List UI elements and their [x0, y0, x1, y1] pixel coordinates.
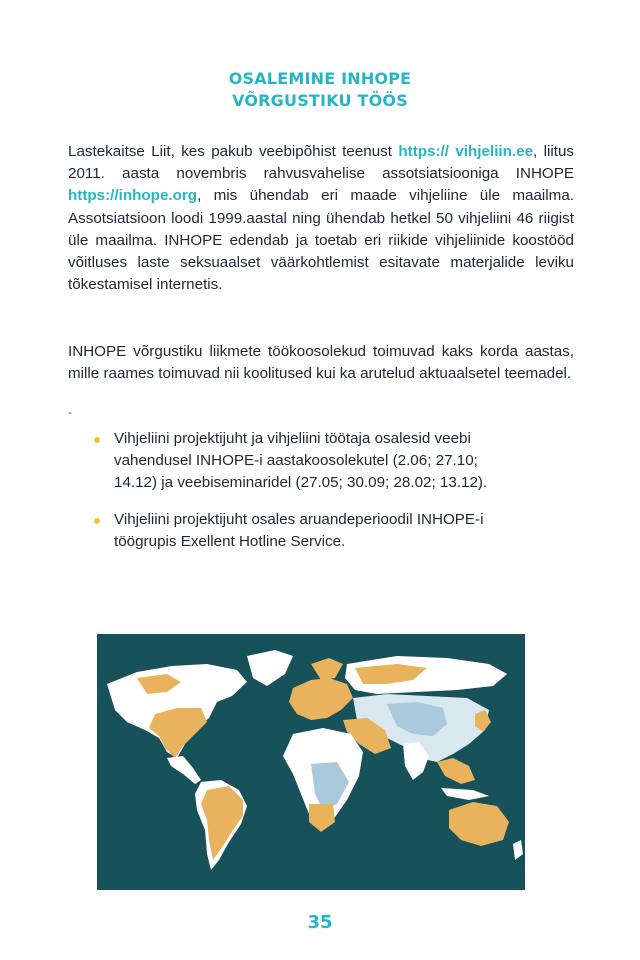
meetings-paragraph: INHOPE võrgustiku liikmete töökoosolekud toimuvad kaks korda aastas, mille raames toimuvad nii koolitused kui ka arutelud aktuaalsetel teemadel. [68, 343, 574, 383]
stray-mark: - [68, 405, 72, 419]
world-map-graphic [97, 634, 525, 890]
intro-text-a: Lastekaitse Liit, kes pakub veebipõhist teenust [68, 143, 399, 160]
list-item-text: Vihjeliini projektijuht ja vihjeliini töötaja osalesid veebi vahendusel INHOPE-i aastakoosolekutel (2.06; 27.10; 14.12) ja veebiseminaridel (27.05; 30.09; 28.02; 13.12). [114, 430, 488, 492]
vihjeliin-link[interactable]: https:// vihjeliin.ee [398, 143, 534, 160]
title-line-1: OSALEMINE INHOPE [228, 69, 412, 88]
bullet-dot-icon [94, 437, 100, 443]
activity-list [92, 428, 512, 567]
world-map [97, 634, 525, 890]
list-item [92, 509, 512, 553]
page-number: 35 [307, 912, 333, 933]
southeast-asia-member [437, 758, 475, 784]
intro-text-b: , liitus 2011. aasta novembris rahvusvahelise assotsiatsiooniga INHOPE [68, 143, 575, 183]
europe [289, 678, 353, 720]
north-america-member [149, 708, 207, 758]
greenland [247, 650, 293, 686]
list-item-text: Vihjeliini projektijuht osales aruandeperioodil INHOPE-i töögrupis Exellent Hotline Service. [114, 510, 484, 550]
central-america [167, 756, 201, 784]
scandinavia [311, 658, 343, 680]
bullet-dot-icon [94, 518, 100, 524]
list-item [92, 428, 512, 495]
australia [449, 802, 509, 846]
indonesia [441, 788, 489, 800]
south-africa-member [309, 804, 335, 832]
intro-paragraph [68, 141, 574, 296]
page-title [0, 68, 640, 112]
intro-text-c: , mis ühendab eri maade vihjeliine üle maailma. Assotsiatsioon loodi 1999.aastal ning ühendab hetkel 50 vihjeliini 46 riigist üle maailma. INHOPE edendab ja toetab eri riikide vihjeliinide koostööd võitluses laste seksuaalset väärkohtlemist esitavate materjalide leviku tõkestamisel internetis. [68, 187, 574, 294]
inhope-link[interactable]: https://inhope.org [68, 187, 198, 205]
title-line-2: VÕRGUSTIKU TÖÖS [232, 91, 408, 110]
new-zealand [513, 840, 523, 860]
